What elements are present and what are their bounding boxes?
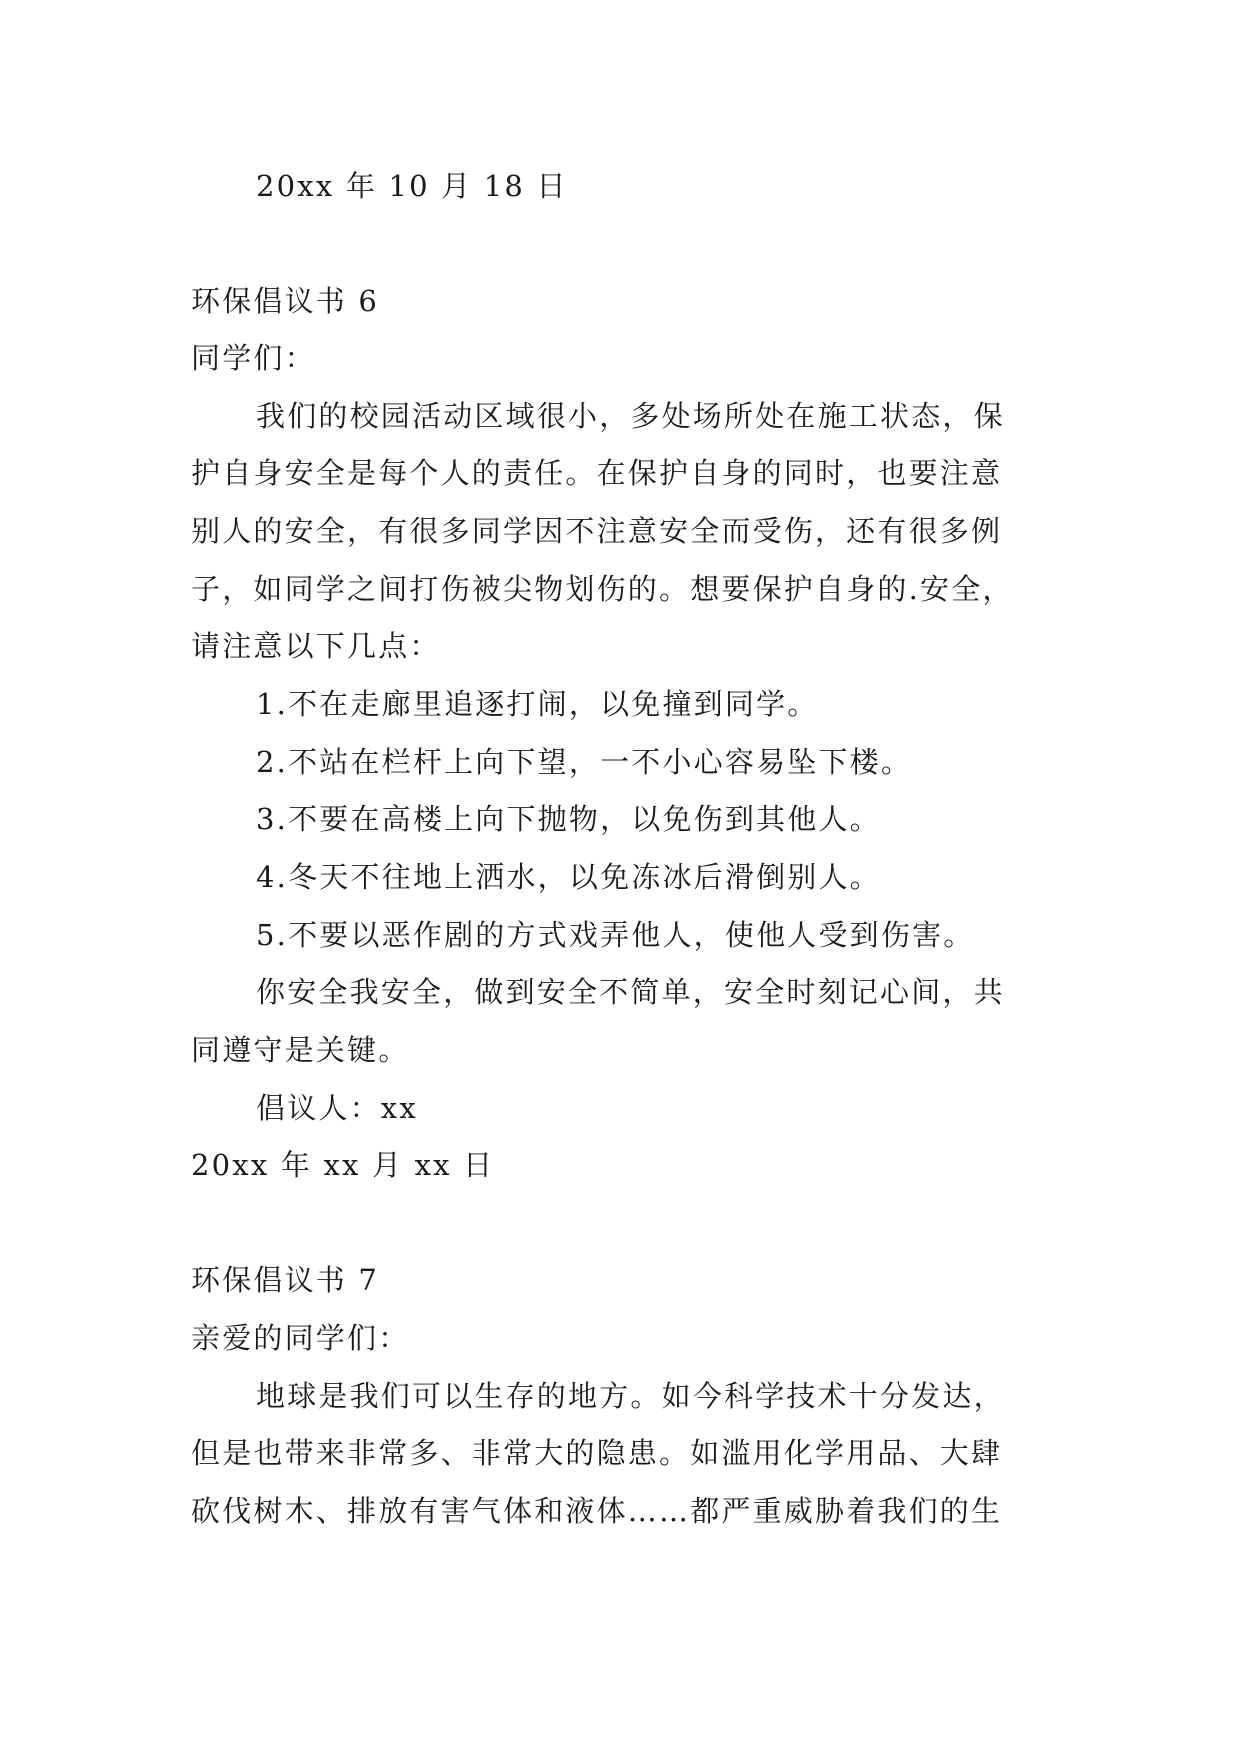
section6-para1-line: 我们的校园活动区域很小，多处场所处在施工状态，保 bbox=[256, 399, 1005, 433]
section6-para1-line: 别人的安全，有很多同学因不注意安全而受伤，还有很多例 bbox=[191, 514, 1003, 548]
section5-date: 20xx 年 10 月 18 日 bbox=[256, 169, 568, 203]
section6-para1-line: 子，如同学之间打伤被尖物划伤的。想要保护自身的.安全， bbox=[191, 572, 1014, 606]
section6-date: 20xx 年 xx 月 xx 日 bbox=[191, 1148, 495, 1182]
section6-list-item: 2.不站在栏杆上向下望，一不小心容易坠下楼。 bbox=[256, 745, 913, 779]
section7-salutation: 亲爱的同学们： bbox=[191, 1321, 410, 1355]
section6-list-item: 5.不要以恶作剧的方式戏弄他人，使他人受到伤害。 bbox=[256, 918, 975, 952]
section6-signer: 倡议人：xx bbox=[256, 1091, 418, 1125]
section7-para1-line: 砍伐树木、排放有害气体和液体……都严重威胁着我们的生 bbox=[191, 1494, 1003, 1528]
section6-para2-line: 同遵守是关键。 bbox=[191, 1033, 410, 1067]
section6-title: 环保倡议书 6 bbox=[191, 284, 380, 318]
section6-salutation: 同学们： bbox=[191, 341, 316, 375]
section6-list-item: 3.不要在高楼上向下抛物，以免伤到其他人。 bbox=[256, 802, 881, 836]
section6-para2-line: 你安全我安全，做到安全不简单，安全时刻记心间，共 bbox=[256, 975, 1005, 1009]
section6-para1-line: 请注意以下几点： bbox=[191, 629, 441, 663]
section7-title: 环保倡议书 7 bbox=[191, 1263, 380, 1297]
section7-para1-line: 地球是我们可以生存的地方。如今科学技术十分发达， bbox=[256, 1379, 1005, 1413]
section6-list-item: 1.不在走廊里追逐打闹，以免撞到同学。 bbox=[256, 687, 819, 721]
section6-list-item: 4.冬天不往地上洒水，以免冻冰后滑倒别人。 bbox=[256, 860, 881, 894]
section7-para1-line: 但是也带来非常多、非常大的隐患。如滥用化学用品、大肆 bbox=[191, 1436, 1003, 1470]
section6-para1-line: 护自身安全是每个人的责任。在保护自身的同时，也要注意 bbox=[191, 456, 1003, 490]
